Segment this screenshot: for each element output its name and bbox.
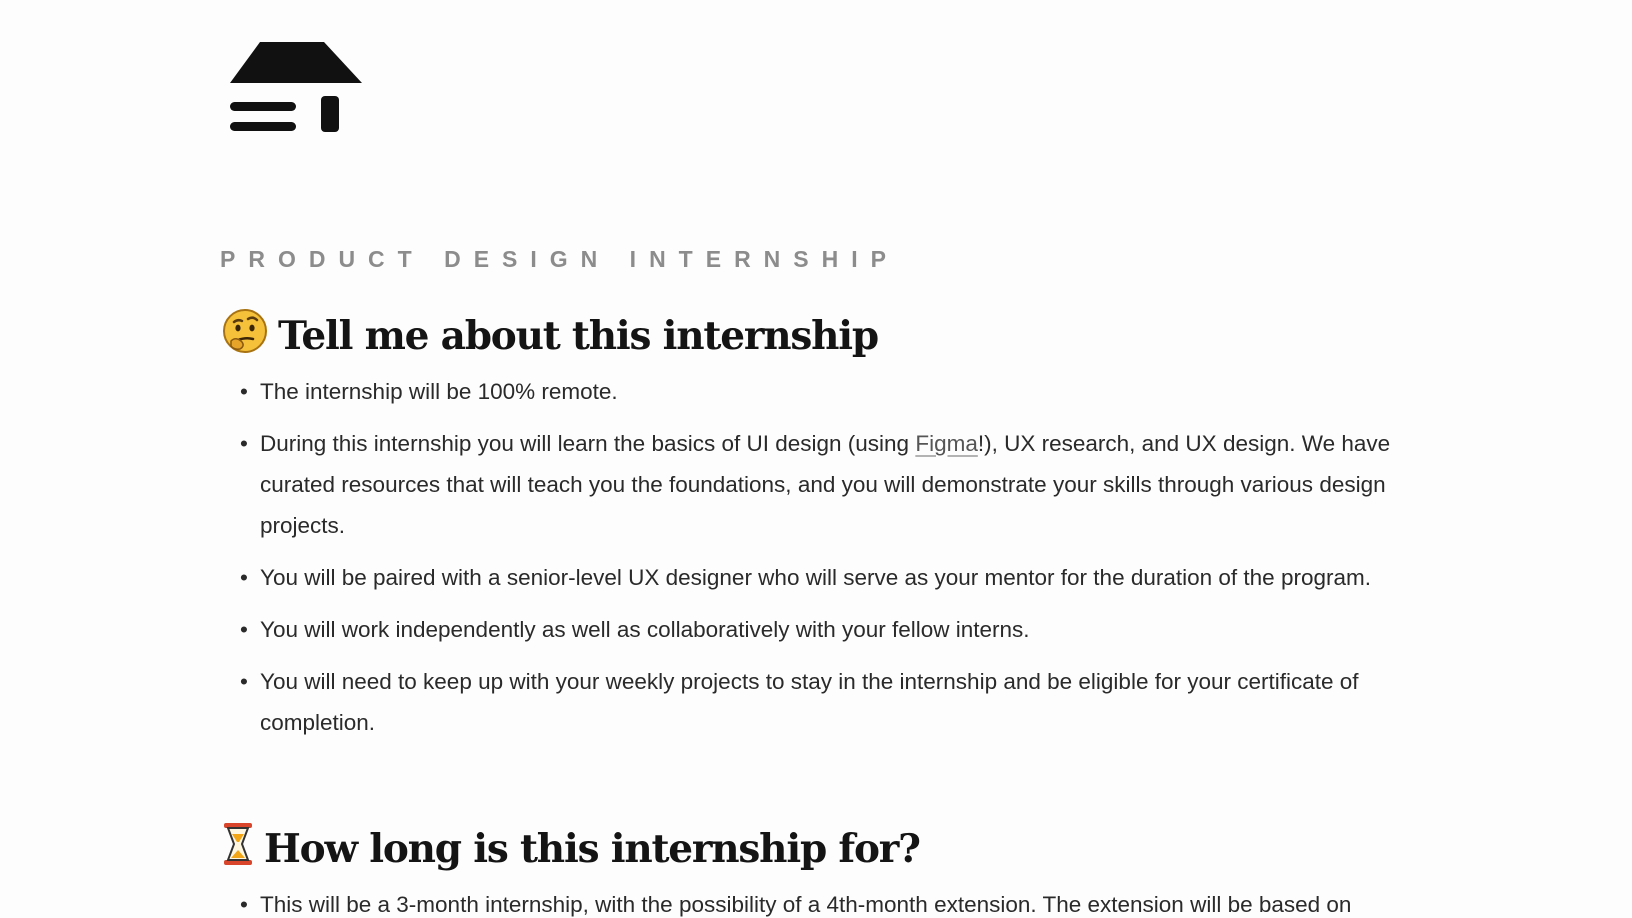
list-item: • The internship will be 100% remote. (240, 371, 1420, 412)
section-heading (222, 822, 920, 876)
section-title: How long is this internship for? (264, 826, 920, 872)
list-item: • During this internship you will learn the basics of UI design (using Figma!), UX research, and UX design. We have curated resources that will teach you the foundations, and you will demonstrate your skills through various design projects. (240, 423, 1420, 546)
bullet-icon: • (240, 565, 248, 590)
hourglass-icon (222, 822, 254, 876)
list-item: • This will be a 3-month internship, with the possibility of a 4th-month extension. The extension will be based on (240, 884, 1420, 918)
house-lines-icon (230, 34, 382, 138)
bullet-icon: • (240, 431, 248, 456)
bullet-icon: • (240, 379, 248, 404)
figma-link[interactable]: Figma (915, 431, 978, 456)
thinking-face-icon (222, 308, 268, 364)
bullet-list (240, 884, 1420, 918)
bullet-icon: • (240, 892, 248, 917)
list-item: • You will need to keep up with your weekly projects to stay in the internship and be eligible for your certificate of completion. (240, 661, 1420, 743)
page-eyebrow: PRODUCT DESIGN INTERNSHIP (220, 246, 899, 272)
section-heading (222, 308, 878, 364)
section-title: Tell me about this internship (278, 313, 878, 359)
bullet-icon: • (240, 669, 248, 694)
bullet-list (240, 371, 1420, 754)
bullet-icon: • (240, 617, 248, 642)
list-item: • You will be paired with a senior-level UX designer who will serve as your mentor for the duration of the program. (240, 557, 1420, 598)
list-item: • You will work independently as well as collaboratively with your fellow interns. (240, 609, 1420, 650)
